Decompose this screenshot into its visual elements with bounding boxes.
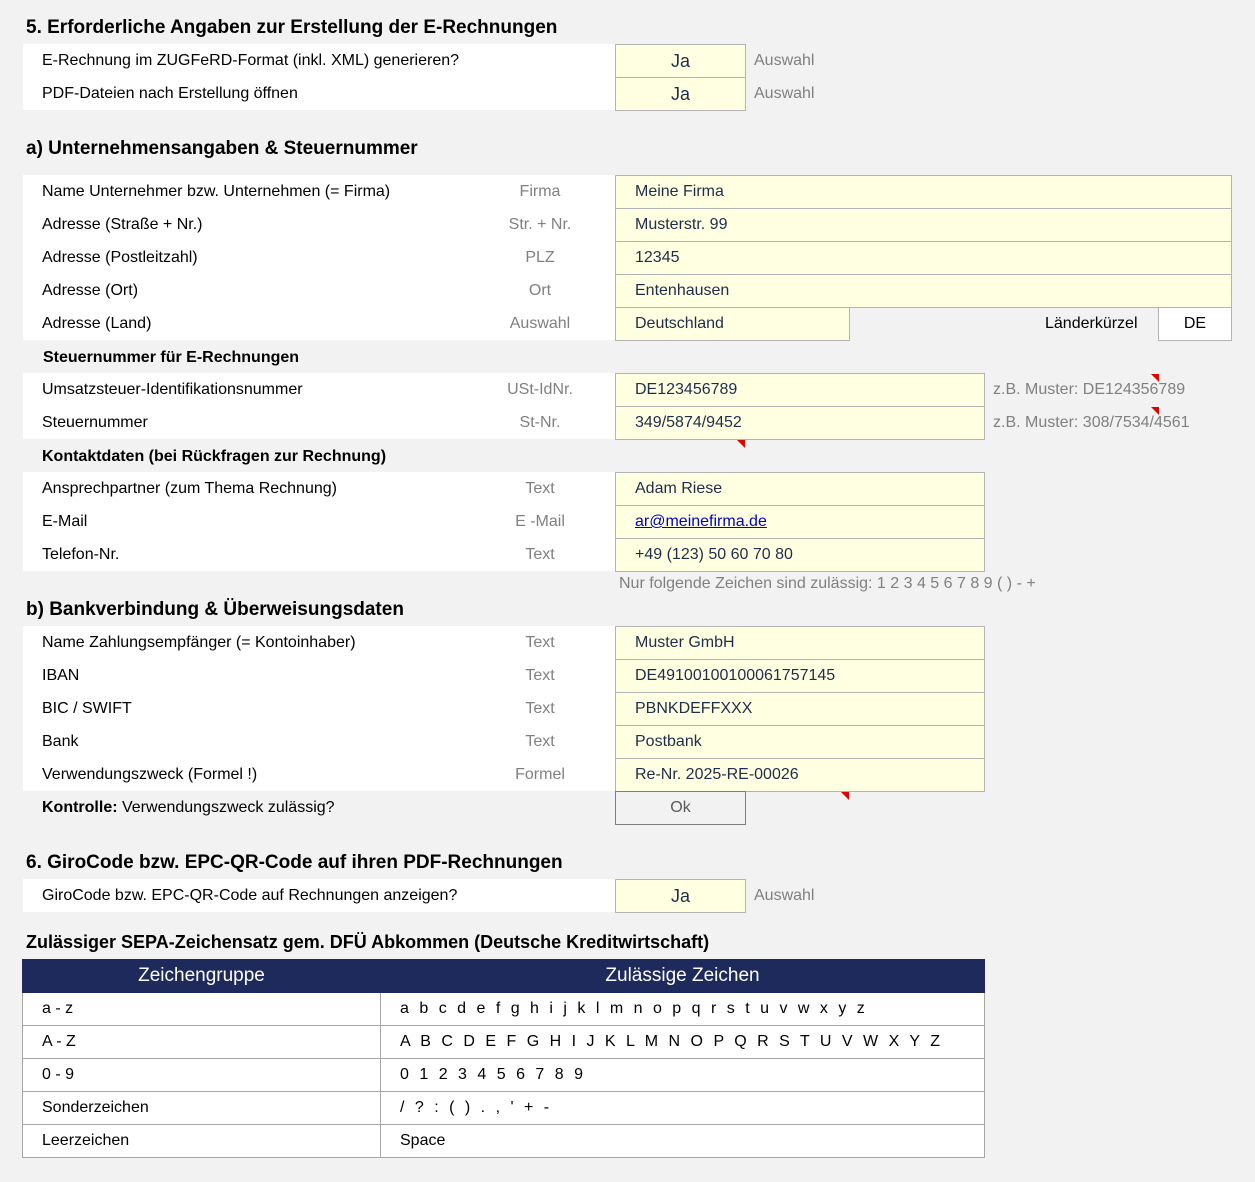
contact-subtitle: Kontaktdaten (bei Rückfragen zur Rechnung) bbox=[42, 448, 387, 465]
zugferd-label: E-Rechnung im ZUGFeRD-Format (inkl. XML) generieren? bbox=[42, 52, 460, 69]
bank-label: Bank bbox=[42, 733, 79, 750]
city-field[interactable]: Entenhausen bbox=[615, 274, 1232, 308]
sepa-chars-cell: / ? : ( ) . , ' + - bbox=[381, 1092, 985, 1125]
sepa-group-cell: a - z bbox=[23, 993, 381, 1026]
payee-hint: Text bbox=[525, 634, 555, 651]
street-label: Adresse (Straße + Nr.) bbox=[42, 216, 203, 233]
section-b-title: b) Bankverbindung & Überweisungsdaten bbox=[26, 599, 404, 620]
section-6-title: 6. GiroCode bzw. EPC-QR-Code auf ihren PDF-Rechnungen bbox=[26, 852, 563, 873]
phone-note: Nur folgende Zeichen sind zulässig: 1 2 3 4 5 6 7 8 9 ( ) - + bbox=[619, 575, 1036, 592]
tax-subtitle: Steuernummer für E-Rechnungen bbox=[43, 349, 300, 366]
vat-id-example: z.B. Muster: DE124356789 bbox=[993, 381, 1186, 398]
open-pdf-select[interactable]: Ja bbox=[615, 77, 746, 111]
city-hint: Ort bbox=[528, 282, 552, 299]
table-row bbox=[23, 1092, 985, 1125]
country-code-label: Länderkürzel bbox=[1045, 315, 1138, 332]
sepa-header-group: Zeichengruppe bbox=[23, 960, 381, 993]
comment-marker-icon bbox=[1151, 374, 1159, 382]
table-row bbox=[23, 1059, 985, 1092]
zugferd-select[interactable]: Ja bbox=[615, 44, 746, 78]
country-label: Adresse (Land) bbox=[42, 315, 152, 332]
girocode-select[interactable]: Ja bbox=[615, 879, 746, 913]
comment-marker-icon bbox=[841, 792, 849, 800]
sepa-group-cell: Leerzeichen bbox=[23, 1125, 381, 1158]
phone-label: Telefon-Nr. bbox=[42, 546, 120, 563]
purpose-hint: Formel bbox=[515, 766, 565, 783]
tax-number-example: z.B. Muster: 308/7534/4561 bbox=[993, 414, 1190, 431]
contact-person-hint: Text bbox=[525, 480, 555, 497]
table-row bbox=[23, 1125, 985, 1158]
sepa-table bbox=[22, 959, 985, 1158]
bic-hint: Text bbox=[525, 700, 555, 717]
vat-id-field[interactable]: DE123456789 bbox=[615, 373, 985, 407]
purpose-check-result: Ok bbox=[615, 791, 746, 825]
country-select[interactable]: Deutschland bbox=[615, 307, 850, 341]
sepa-group-cell: A - Z bbox=[23, 1026, 381, 1059]
contact-person-field[interactable]: Adam Riese bbox=[615, 472, 985, 506]
section-a-title: a) Unternehmensangaben & Steuernummer bbox=[26, 138, 418, 159]
bank-field[interactable]: Postbank bbox=[615, 725, 985, 759]
tax-number-field[interactable]: 349/5874/9452 bbox=[615, 406, 985, 440]
zugferd-aside: Auswahl bbox=[754, 52, 815, 69]
street-field[interactable]: Musterstr. 99 bbox=[615, 208, 1232, 242]
sepa-chars-cell: A B C D E F G H I J K L M N O P Q R S T U V W X Y Z bbox=[381, 1026, 985, 1059]
table-row bbox=[23, 1026, 985, 1059]
phone-field[interactable]: +49 (123) 50 60 70 80 bbox=[615, 538, 985, 572]
sepa-group-cell: Sonderzeichen bbox=[23, 1092, 381, 1125]
tax-number-hint: St-Nr. bbox=[519, 414, 561, 431]
iban-field[interactable]: DE49100100100061757145 bbox=[615, 659, 985, 693]
purpose-check-bold: Kontrolle: bbox=[42, 799, 118, 816]
girocode-aside: Auswahl bbox=[754, 887, 815, 904]
payee-field[interactable]: Muster GmbH bbox=[615, 626, 985, 660]
country-code-field: DE bbox=[1158, 307, 1232, 341]
open-pdf-aside: Auswahl bbox=[754, 85, 815, 102]
country-hint: Auswahl bbox=[509, 315, 571, 332]
company-name-field[interactable]: Meine Firma bbox=[615, 175, 1232, 209]
street-hint: Str. + Nr. bbox=[508, 216, 572, 233]
purpose-check-label bbox=[42, 791, 335, 824]
company-name-label: Name Unternehmer bzw. Unternehmen (= Firma) bbox=[42, 183, 391, 200]
email-link[interactable]: ar@meinefirma.de bbox=[635, 513, 767, 530]
zip-label: Adresse (Postleitzahl) bbox=[42, 249, 198, 266]
company-name-hint: Firma bbox=[519, 183, 561, 200]
vat-id-label: Umsatzsteuer-Identifikationsnummer bbox=[42, 381, 303, 398]
sepa-chars-cell: Space bbox=[381, 1125, 985, 1158]
purpose-field[interactable]: Re-Nr. 2025-RE-00026 bbox=[615, 758, 985, 792]
email-hint: E -Mail bbox=[515, 513, 565, 530]
table-row bbox=[23, 993, 985, 1026]
payee-label: Name Zahlungsempfänger (= Kontoinhaber) bbox=[42, 634, 356, 651]
sepa-chars-cell: a b c d e f g h i j k l m n o p q r s t u v w x y z bbox=[381, 993, 985, 1026]
city-label: Adresse (Ort) bbox=[42, 282, 139, 299]
sepa-chars-cell: 0 1 2 3 4 5 6 7 8 9 bbox=[381, 1059, 985, 1092]
phone-hint: Text bbox=[525, 546, 555, 563]
comment-marker-icon bbox=[1151, 407, 1159, 415]
email-label: E-Mail bbox=[42, 513, 88, 530]
bank-hint: Text bbox=[525, 733, 555, 750]
sepa-header-row bbox=[23, 960, 985, 993]
zip-field[interactable]: 12345 bbox=[615, 241, 1232, 275]
iban-hint: Text bbox=[525, 667, 555, 684]
bic-label: BIC / SWIFT bbox=[42, 700, 132, 717]
tax-number-label: Steuernummer bbox=[42, 414, 148, 431]
zip-hint: PLZ bbox=[525, 249, 555, 266]
vat-id-hint: USt-IdNr. bbox=[507, 381, 573, 398]
open-pdf-label: PDF-Dateien nach Erstellung öffnen bbox=[42, 85, 298, 102]
girocode-label: GiroCode bzw. EPC-QR-Code auf Rechnungen anzeigen? bbox=[42, 887, 458, 904]
purpose-label: Verwendungszweck (Formel !) bbox=[42, 766, 258, 783]
contact-person-label: Ansprechpartner (zum Thema Rechnung) bbox=[42, 480, 337, 497]
iban-label: IBAN bbox=[42, 667, 80, 684]
sepa-group-cell: 0 - 9 bbox=[23, 1059, 381, 1092]
sepa-title: Zulässiger SEPA-Zeichensatz gem. DFÜ Abkommen (Deutsche Kreditwirtschaft) bbox=[26, 932, 710, 952]
comment-marker-icon bbox=[737, 440, 745, 448]
purpose-check-text: Verwendungszweck zulässig? bbox=[117, 799, 335, 816]
sepa-header-chars: Zulässige Zeichen bbox=[381, 960, 985, 993]
bic-field[interactable]: PBNKDEFFXXX bbox=[615, 692, 985, 726]
email-field[interactable] bbox=[615, 505, 985, 539]
section-5-title: 5. Erforderliche Angaben zur Erstellung der E-Rechnungen bbox=[26, 17, 558, 38]
